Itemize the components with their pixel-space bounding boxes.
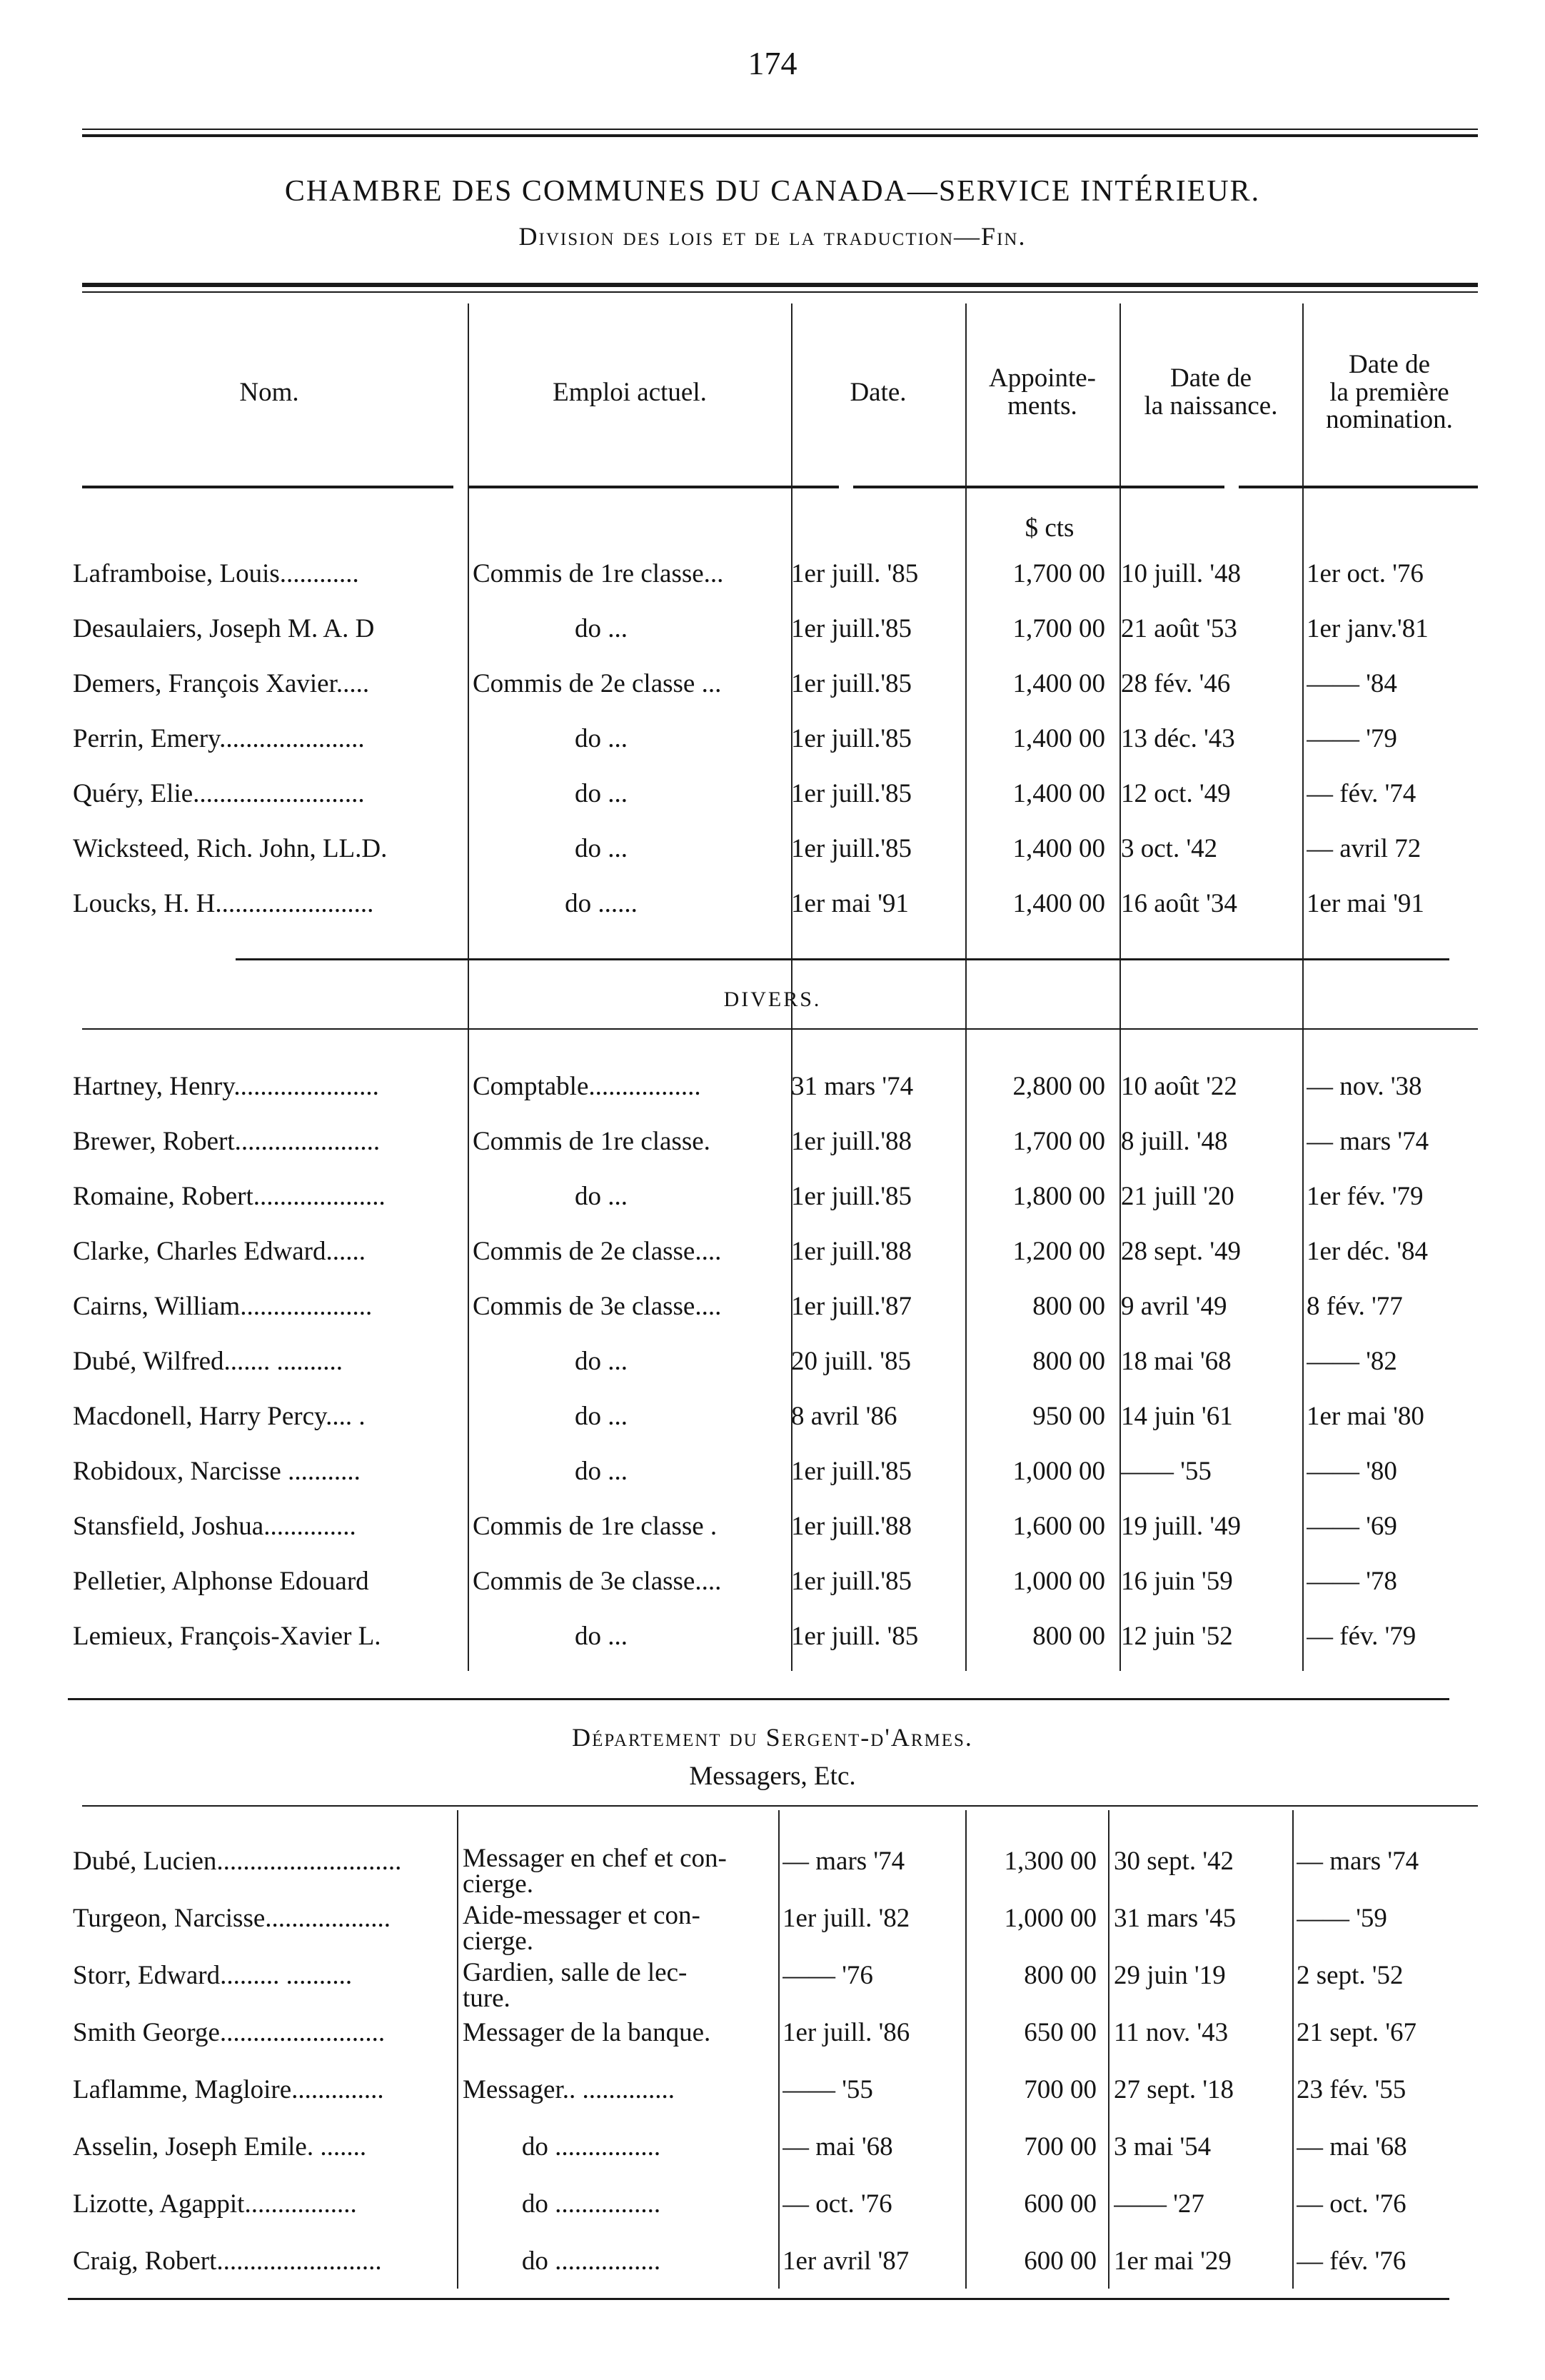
table-row: [0, 2017, 1545, 2060]
person-name: Robidoux, Narcisse ...........: [73, 1457, 361, 1486]
post-date: 1er juill.'88: [791, 1127, 912, 1156]
first-appointment-date: — fév. '76: [1297, 2246, 1406, 2276]
birth-date: 10 juill. '48: [1121, 559, 1242, 588]
person-name: Clarke, Charles Edward......: [73, 1237, 366, 1266]
table-row: [0, 613, 1545, 656]
birth-date: 14 juin '61: [1121, 1402, 1233, 1431]
salary: 1,700 00: [1012, 559, 1105, 588]
post-date: 1er juill.'85: [791, 669, 912, 698]
first-appointment-date: 2 sept. '52: [1297, 1961, 1404, 1990]
birth-date: 18 mai '68: [1121, 1347, 1232, 1376]
person-name: Laflamme, Magloire..............: [73, 2075, 384, 2104]
current-post: do ................: [521, 2189, 661, 2219]
first-appointment-date: 1er fév. '79: [1307, 1182, 1424, 1211]
post-date: 1er juill.'88: [791, 1512, 912, 1541]
current-post: do ...: [575, 834, 628, 863]
current-post: do ...: [575, 1622, 628, 1651]
table-row: [0, 1621, 1545, 1664]
birth-date: 10 août '22: [1121, 1072, 1237, 1101]
birth-date: —— '27: [1114, 2189, 1204, 2219]
salary: 1,600 00: [1012, 1512, 1105, 1541]
post-date: — mars '74: [782, 1847, 905, 1876]
table-row: [0, 1901, 1545, 1957]
table-row: [0, 1401, 1545, 1444]
salary: 1,000 00: [1004, 1904, 1097, 1933]
birth-date: 3 oct. '42: [1121, 834, 1218, 863]
person-name: Brewer, Robert......................: [73, 1127, 381, 1156]
person-name: Loucks, H. H........................: [73, 889, 374, 918]
current-post: do ...: [575, 1457, 628, 1486]
post-date: 1er juill. '85: [791, 1622, 919, 1651]
table-row: [0, 1958, 1545, 2014]
current-post: do ...: [575, 614, 628, 643]
post-date: 1er juill.'85: [791, 1567, 912, 1596]
birth-date: 16 juin '59: [1121, 1567, 1233, 1596]
current-post: do ...: [575, 1182, 628, 1211]
current-post: Commis de 3e classe....: [473, 1292, 722, 1321]
section-divers-label: DIVERS.: [723, 988, 822, 1011]
table-row: [0, 1511, 1545, 1554]
current-post: do ................: [521, 2132, 661, 2161]
post-date: 1er juill.'85: [791, 614, 912, 643]
person-name: Lemieux, François-Xavier L.: [73, 1622, 381, 1651]
table-row: [0, 2132, 1545, 2174]
salary: 1,800 00: [1012, 1182, 1105, 1211]
table-row: [0, 558, 1545, 601]
section-divider: [82, 1805, 1478, 1807]
salary: 1,200 00: [1012, 1237, 1105, 1266]
salary: 700 00: [1024, 2132, 1097, 2161]
header-underline: [82, 486, 1478, 488]
table-row: [0, 1566, 1545, 1609]
birth-date: 21 août '53: [1121, 614, 1237, 643]
header-naissance: Date de la naissance.: [1144, 363, 1278, 421]
salary: 1,300 00: [1004, 1847, 1097, 1876]
birth-date: 27 sept. '18: [1114, 2075, 1234, 2104]
first-appointment-date: — fév. '79: [1307, 1622, 1416, 1651]
current-post: do ................: [521, 2246, 661, 2276]
section-divider: [68, 1698, 1449, 1700]
birth-date: 9 avril '49: [1121, 1292, 1227, 1321]
header-nom: Nom.: [239, 377, 299, 407]
person-name: Demers, François Xavier.....: [73, 669, 370, 698]
salary: 1,400 00: [1012, 834, 1105, 863]
first-appointment-date: — oct. '76: [1297, 2189, 1406, 2219]
person-name: Quéry, Elie..........................: [73, 779, 365, 808]
birth-date: 30 sept. '42: [1114, 1847, 1234, 1876]
table-row: [0, 1071, 1545, 1114]
page-number: 174: [748, 45, 797, 81]
table-row: [0, 2246, 1545, 2289]
salary: 800 00: [1032, 1622, 1105, 1651]
salary: 1,400 00: [1012, 669, 1105, 698]
table-row: [0, 888, 1545, 931]
first-appointment-date: 8 fév. '77: [1307, 1292, 1403, 1321]
post-date: —— '55: [782, 2075, 873, 2104]
person-name: Stansfield, Joshua..............: [73, 1512, 356, 1541]
current-post: Commis de 1re classe .: [473, 1512, 718, 1541]
current-post: Commis de 2e classe....: [473, 1237, 722, 1266]
current-post: Messager de la banque.: [463, 2018, 711, 2047]
person-name: Dubé, Lucien............................: [73, 1847, 402, 1876]
birth-date: 13 déc. '43: [1121, 724, 1235, 753]
person-name: Storr, Edward......... ..........: [73, 1961, 353, 1990]
current-post: do ......: [565, 889, 638, 918]
first-appointment-date: —— '79: [1307, 724, 1397, 753]
person-name: Dubé, Wilfred....... ..........: [73, 1347, 343, 1376]
post-date: 20 juill. '85: [791, 1347, 912, 1376]
salary: 1,000 00: [1012, 1457, 1105, 1486]
birth-date: 28 fév. '46: [1121, 669, 1231, 698]
table-row: [0, 1346, 1545, 1389]
person-name: Hartney, Henry......................: [73, 1072, 379, 1101]
birth-date: 21 juill '20: [1121, 1182, 1234, 1211]
birth-date: 3 mai '54: [1114, 2132, 1212, 2161]
person-name: Turgeon, Narcisse...................: [73, 1904, 391, 1933]
post-date: 1er juill. '82: [782, 1904, 910, 1933]
section-divider: [236, 958, 1449, 960]
table-row: [0, 778, 1545, 821]
first-appointment-date: 21 sept. '67: [1297, 2018, 1417, 2047]
table-row: [0, 2189, 1545, 2231]
first-appointment-date: — nov. '38: [1307, 1072, 1422, 1101]
person-name: Macdonell, Harry Percy.... .: [73, 1402, 366, 1431]
first-appointment-date: 1er mai '80: [1307, 1402, 1424, 1431]
birth-date: 31 mars '45: [1114, 1904, 1237, 1933]
header-appointements: Appointe- ments.: [988, 363, 1097, 421]
salary: 1,700 00: [1012, 614, 1105, 643]
first-appointment-date: —— '82: [1307, 1347, 1397, 1376]
current-post: Commis de 3e classe....: [473, 1567, 722, 1596]
first-appointment-date: 1er déc. '84: [1307, 1237, 1429, 1266]
salary: 800 00: [1032, 1347, 1105, 1376]
post-date: 1er juill. '86: [782, 2018, 910, 2047]
first-appointment-date: — mars '74: [1307, 1127, 1429, 1156]
birth-date: 28 sept. '49: [1121, 1237, 1242, 1266]
top-rule-thin: [82, 129, 1478, 130]
person-name: Laframboise, Louis............: [73, 559, 359, 588]
first-appointment-date: 1er mai '91: [1307, 889, 1424, 918]
header-premiere-nomination: Date de la première nomination.: [1326, 349, 1453, 435]
current-post: Comptable.................: [473, 1072, 701, 1101]
table-row: [0, 1236, 1545, 1279]
person-name: Wicksteed, Rich. John, LL.D.: [73, 834, 388, 863]
post-date: 1er juill. '85: [791, 559, 919, 588]
table-row: [0, 1126, 1545, 1169]
post-date: 1er juill.'85: [791, 1182, 912, 1211]
first-appointment-date: —— '80: [1307, 1457, 1397, 1486]
first-appointment-date: 23 fév. '55: [1297, 2075, 1406, 2104]
first-appointment-date: — mars '74: [1297, 1847, 1419, 1876]
birth-date: 12 juin '52: [1121, 1622, 1233, 1651]
person-name: Asselin, Joseph Emile. .......: [73, 2132, 367, 2161]
post-date: 1er juill.'85: [791, 724, 912, 753]
post-date: 1er mai '91: [791, 889, 909, 918]
current-post: do ...: [575, 779, 628, 808]
salary: 800 00: [1032, 1292, 1105, 1321]
person-name: Desaulaiers, Joseph M. A. D: [73, 614, 375, 643]
person-name: Pelletier, Alphonse Edouard: [73, 1567, 369, 1596]
person-name: Smith George.........................: [73, 2018, 386, 2047]
currency-units: $ cts: [1025, 513, 1075, 543]
current-post: do ...: [575, 1347, 628, 1376]
table-row: [0, 2074, 1545, 2117]
page-subtitle: Division des lois et de la traduction—Fin.: [518, 222, 1027, 251]
salary: 1,400 00: [1012, 779, 1105, 808]
current-post: Commis de 2e classe ...: [473, 669, 722, 698]
person-name: Craig, Robert.........................: [73, 2246, 382, 2276]
current-post: Messager en chef et con- cierge.: [463, 1844, 727, 1899]
current-post: Gardien, salle de lec- ture.: [463, 1958, 688, 2014]
header-date: Date.: [850, 377, 907, 407]
post-date: 1er juill.'85: [791, 779, 912, 808]
person-name: Cairns, William....................: [73, 1292, 373, 1321]
first-appointment-date: —— '84: [1307, 669, 1397, 698]
first-appointment-date: — mai '68: [1297, 2132, 1407, 2161]
current-post: do ...: [575, 1402, 628, 1431]
first-appointment-date: —— '78: [1307, 1567, 1397, 1596]
current-post: Commis de 1re classe.: [473, 1127, 710, 1156]
birth-date: 11 nov. '43: [1114, 2018, 1229, 2047]
section-sergent-subtitle: Messagers, Etc.: [689, 1762, 856, 1791]
table-row: [0, 668, 1545, 711]
person-name: Perrin, Emery......................: [73, 724, 365, 753]
post-date: — oct. '76: [782, 2189, 892, 2219]
table-row: [0, 1291, 1545, 1334]
current-post: Commis de 1re classe...: [473, 559, 724, 588]
first-appointment-date: 1er oct. '76: [1307, 559, 1424, 588]
first-appointment-date: —— '59: [1297, 1904, 1387, 1933]
top-rule-thick: [82, 134, 1478, 137]
bottom-rule: [68, 2298, 1449, 2300]
post-date: 8 avril '86: [791, 1402, 897, 1431]
post-date: 1er juill.'85: [791, 1457, 912, 1486]
birth-date: 1er mai '29: [1114, 2246, 1232, 2276]
table-row: [0, 833, 1545, 876]
header-emploi: Emploi actuel.: [553, 377, 707, 407]
person-name: Romaine, Robert....................: [73, 1182, 386, 1211]
birth-date: 12 oct. '49: [1121, 779, 1231, 808]
post-date: 31 mars '74: [791, 1072, 914, 1101]
salary: 950 00: [1032, 1402, 1105, 1431]
post-date: —— '76: [782, 1961, 873, 1990]
birth-date: 29 juin '19: [1114, 1961, 1226, 1990]
current-post: Aide-messager et con- cierge.: [463, 1901, 700, 1957]
post-date: — mai '68: [782, 2132, 893, 2161]
first-appointment-date: 1er janv.'81: [1307, 614, 1429, 643]
table-row: [0, 723, 1545, 766]
salary: 1,700 00: [1012, 1127, 1105, 1156]
post-date: 1er juill.'88: [791, 1237, 912, 1266]
current-post: do ...: [575, 724, 628, 753]
page-title: CHAMBRE DES COMMUNES DU CANADA—SERVICE INTÉRIEUR.: [284, 175, 1261, 208]
salary: 600 00: [1024, 2189, 1097, 2219]
section-divider: [82, 1028, 1478, 1030]
table-row: [0, 1844, 1545, 1899]
header-rule-thick: [82, 283, 1478, 287]
birth-date: —— '55: [1121, 1457, 1212, 1486]
first-appointment-date: —— '69: [1307, 1512, 1397, 1541]
salary: 1,400 00: [1012, 889, 1105, 918]
birth-date: 19 juill. '49: [1121, 1512, 1242, 1541]
salary: 2,800 00: [1012, 1072, 1105, 1101]
table-row: [0, 1456, 1545, 1499]
salary: 600 00: [1024, 2246, 1097, 2276]
salary: 800 00: [1024, 1961, 1097, 1990]
salary: 1,000 00: [1012, 1567, 1105, 1596]
table-row: [0, 1181, 1545, 1224]
first-appointment-date: — fév. '74: [1307, 779, 1416, 808]
section-sergent-title: Département du Sergent-d'Armes.: [572, 1723, 973, 1752]
salary: 700 00: [1024, 2075, 1097, 2104]
first-appointment-date: — avril 72: [1307, 834, 1421, 863]
birth-date: 8 juill. '48: [1121, 1127, 1228, 1156]
current-post: Messager.. ..............: [463, 2075, 675, 2104]
post-date: 1er juill.'87: [791, 1292, 912, 1321]
salary: 650 00: [1024, 2018, 1097, 2047]
post-date: 1er juill.'85: [791, 834, 912, 863]
person-name: Lizotte, Agappit.................: [73, 2189, 357, 2219]
post-date: 1er avril '87: [782, 2246, 910, 2276]
birth-date: 16 août '34: [1121, 889, 1237, 918]
header-rule-thin: [82, 291, 1478, 293]
salary: 1,400 00: [1012, 724, 1105, 753]
